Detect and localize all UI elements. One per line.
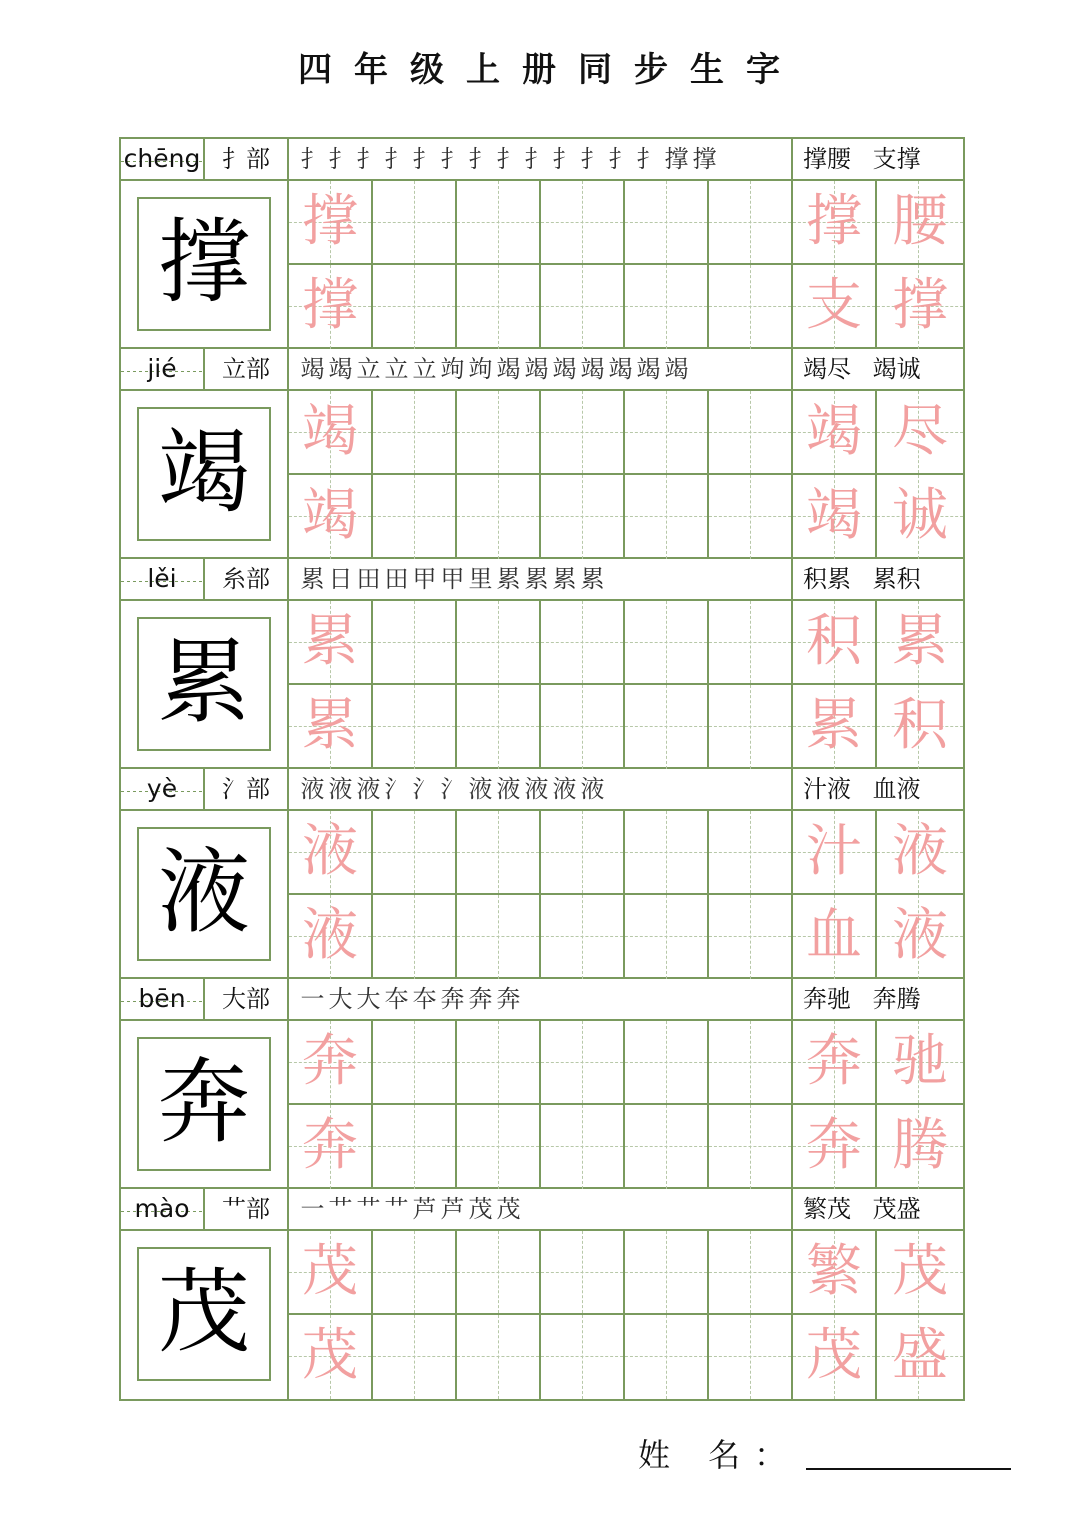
stroke-step: 扌 [552,145,578,173]
main-char-cell [121,181,289,349]
writing-cell[interactable] [289,1021,373,1105]
stroke-step: 累 [524,565,550,593]
pinyin-label: jié [121,349,205,389]
stroke-step: 累 [496,565,522,593]
stroke-order [289,1189,793,1229]
stroke-step: 扌 [412,145,438,173]
stroke-step: 竘 [468,355,494,383]
stroke-step: 撑 [664,145,690,173]
writing-grid [289,1231,963,1399]
writing-cell[interactable] [541,601,625,685]
writing-cell[interactable] [793,1021,877,1105]
example-words: 繁茂 茂盛 [803,1195,921,1223]
writing-cell[interactable] [625,1105,709,1189]
writing-cell[interactable] [457,475,541,559]
trace-char: 驰 [892,1029,948,1094]
stroke-step: 累 [580,565,606,593]
writing-cell[interactable] [793,475,877,559]
radical-label: 立部 [205,349,289,389]
writing-cell[interactable] [793,1105,877,1189]
stroke-step: 竘 [440,355,466,383]
stroke-step: 甲 [412,565,438,593]
writing-cell[interactable] [709,685,793,769]
writing-cell[interactable] [541,1105,625,1189]
pinyin-label: bēn [121,979,205,1019]
example-words: 汁液 血液 [803,775,921,803]
main-char-cell [121,1231,289,1399]
main-char: 茂 [137,1247,271,1381]
pinyin-label: lěi [121,559,205,599]
main-char-cell [121,391,289,559]
main-char-cell [121,1021,289,1189]
writing-cell[interactable] [625,391,709,475]
stroke-step: 液 [552,775,578,803]
block-header [121,139,963,181]
stroke-step: 竭 [580,355,606,383]
stroke-step: 扌 [440,145,466,173]
stroke-step: 扌 [496,145,522,173]
stroke-step: 茂 [496,1195,522,1223]
trace-char: 奔 [806,1029,862,1094]
stroke-order [289,139,793,179]
stroke-step: 芦 [440,1195,466,1223]
stroke-order [289,979,793,1019]
writing-cell[interactable] [793,895,877,979]
stroke-step: 撑 [692,145,718,173]
main-char: 竭 [137,407,271,541]
stroke-step: 竭 [636,355,662,383]
writing-cell[interactable] [457,1021,541,1105]
stroke-step: 芦 [412,1195,438,1223]
char-block [121,139,963,349]
stroke-step: 大 [328,985,354,1013]
writing-cell[interactable] [709,265,793,349]
trace-char: 累 [302,693,358,758]
practice-sheet [119,137,965,1401]
trace-char: 积 [806,609,862,674]
trace-char: 繁 [806,1239,862,1304]
writing-grid [289,601,963,769]
writing-cell[interactable] [457,265,541,349]
writing-cell[interactable] [541,1315,625,1399]
writing-cell[interactable] [373,811,457,895]
stroke-step: 扌 [328,145,354,173]
block-header [121,769,963,811]
stroke-step: 氵 [384,775,410,803]
writing-cell[interactable] [457,685,541,769]
stroke-order [289,349,793,389]
writing-cell[interactable] [457,1315,541,1399]
writing-cell[interactable] [793,601,877,685]
writing-cell[interactable] [289,181,373,265]
writing-cell[interactable] [541,265,625,349]
trace-char: 茂 [302,1323,358,1388]
trace-char: 竭 [302,483,358,548]
trace-char: 液 [302,903,358,968]
trace-char: 尽 [892,399,948,464]
writing-cell[interactable] [709,895,793,979]
stroke-step: 田 [356,565,382,593]
writing-cell[interactable] [457,181,541,265]
stroke-step: 夲 [384,985,410,1013]
stroke-step: 竭 [524,355,550,383]
writing-cell[interactable] [877,475,963,559]
example-words: 奔驰 奔腾 [803,985,921,1013]
block-header [121,979,963,1021]
main-char-cell [121,601,289,769]
writing-cell[interactable] [289,895,373,979]
writing-cell[interactable] [289,811,373,895]
stroke-step: 扌 [384,145,410,173]
char-block [121,559,963,769]
stroke-step: 茂 [468,1195,494,1223]
stroke-step: 扌 [356,145,382,173]
stroke-step: 奔 [468,985,494,1013]
trace-char: 积 [892,693,948,758]
stroke-step: 夲 [412,985,438,1013]
main-char: 累 [137,617,271,751]
writing-cell[interactable] [877,685,963,769]
writing-cell[interactable] [709,811,793,895]
stroke-step: 奔 [440,985,466,1013]
stroke-step: 一 [300,985,326,1013]
stroke-step: 竭 [552,355,578,383]
writing-cell[interactable] [625,181,709,265]
example-words: 撑腰 支撑 [803,145,921,173]
writing-cell[interactable] [877,1021,963,1105]
trace-char: 奔 [806,1113,862,1178]
writing-cell[interactable] [457,1231,541,1315]
writing-cell[interactable] [289,1105,373,1189]
writing-cell[interactable] [289,265,373,349]
stroke-step: 竭 [664,355,690,383]
stroke-step: 大 [356,985,382,1013]
writing-cell[interactable] [289,475,373,559]
writing-cell[interactable] [625,265,709,349]
name-label: 姓 名： [638,1436,801,1474]
writing-grid [289,391,963,559]
trace-char: 累 [806,693,862,758]
writing-cell[interactable] [709,475,793,559]
writing-cell[interactable] [289,685,373,769]
writing-cell[interactable] [289,1315,373,1399]
stroke-step: 液 [524,775,550,803]
writing-cell[interactable] [709,1315,793,1399]
writing-cell[interactable] [877,1315,963,1399]
writing-cell[interactable] [625,1315,709,1399]
stroke-order [289,769,793,809]
stroke-step: 液 [356,775,382,803]
writing-cell[interactable] [373,181,457,265]
writing-cell[interactable] [289,601,373,685]
trace-char: 累 [892,609,948,674]
writing-cell[interactable] [793,265,877,349]
writing-cell[interactable] [541,685,625,769]
writing-cell[interactable] [373,475,457,559]
writing-cell[interactable] [457,811,541,895]
writing-cell[interactable] [625,1231,709,1315]
block-header [121,349,963,391]
writing-cell[interactable] [373,685,457,769]
writing-cell[interactable] [793,391,877,475]
radical-label: 艹部 [205,1189,289,1229]
stroke-step: 扌 [524,145,550,173]
writing-cell[interactable] [373,391,457,475]
stroke-step: 甲 [440,565,466,593]
stroke-step: 竭 [496,355,522,383]
writing-cell[interactable] [373,1021,457,1105]
stroke-step: 氵 [412,775,438,803]
name-line[interactable] [806,1438,1011,1470]
writing-cell[interactable] [373,601,457,685]
char-block [121,1189,963,1399]
trace-char: 诚 [892,483,948,548]
trace-char: 奔 [302,1113,358,1178]
writing-cell[interactable] [625,601,709,685]
writing-cell[interactable] [541,811,625,895]
stroke-step: 立 [356,355,382,383]
trace-char: 撑 [892,273,948,338]
writing-cell[interactable] [709,181,793,265]
char-block [121,769,963,979]
writing-grid [289,1021,963,1189]
writing-cell[interactable] [625,895,709,979]
trace-char: 腰 [892,189,948,254]
writing-cell[interactable] [793,685,877,769]
main-char-cell [121,811,289,979]
stroke-order [289,559,793,599]
stroke-step: 立 [384,355,410,383]
example-words: 积累 累积 [803,565,921,593]
stroke-step: 奔 [496,985,522,1013]
writing-cell[interactable] [877,391,963,475]
pinyin-label: chēng [121,139,205,179]
stroke-step: 液 [580,775,606,803]
main-char: 奔 [137,1037,271,1171]
stroke-step: 竭 [608,355,634,383]
trace-char: 竭 [806,483,862,548]
stroke-step: 田 [384,565,410,593]
block-header [121,1189,963,1231]
writing-cell[interactable] [541,1021,625,1105]
main-char: 液 [137,827,271,961]
trace-char: 腾 [892,1113,948,1178]
writing-cell[interactable] [709,1021,793,1105]
stroke-step: 扌 [608,145,634,173]
trace-char: 撑 [302,189,358,254]
radical-label: 大部 [205,979,289,1019]
stroke-step: 竭 [300,355,326,383]
stroke-step: 竭 [328,355,354,383]
writing-cell[interactable] [709,391,793,475]
writing-cell[interactable] [457,601,541,685]
writing-cell[interactable] [625,1021,709,1105]
radical-label: 扌部 [205,139,289,179]
writing-cell[interactable] [373,1105,457,1189]
pinyin-label: yè [121,769,205,809]
radical-label: 糸部 [205,559,289,599]
writing-cell[interactable] [541,1231,625,1315]
writing-cell[interactable] [541,181,625,265]
writing-cell[interactable] [877,811,963,895]
pinyin-label: mào [121,1189,205,1229]
trace-char: 液 [302,819,358,884]
stroke-step: 累 [552,565,578,593]
trace-char: 汁 [806,819,862,884]
stroke-step: 艹 [384,1195,410,1223]
writing-cell[interactable] [793,811,877,895]
trace-char: 液 [892,819,948,884]
page-title: 四年级上册同步生字 [298,50,802,90]
trace-char: 液 [892,903,948,968]
writing-cell[interactable] [541,895,625,979]
char-block [121,979,963,1189]
trace-char: 竭 [806,399,862,464]
stroke-step: 液 [300,775,326,803]
writing-cell[interactable] [793,1315,877,1399]
writing-cell[interactable] [709,1105,793,1189]
stroke-step: 扌 [580,145,606,173]
writing-cell[interactable] [457,895,541,979]
stroke-step: 累 [300,565,326,593]
writing-grid [289,811,963,979]
writing-cell[interactable] [457,391,541,475]
trace-char: 茂 [302,1239,358,1304]
stroke-step: 日 [328,565,354,593]
stroke-step: 液 [468,775,494,803]
writing-cell[interactable] [877,265,963,349]
trace-char: 血 [806,903,862,968]
name-field[interactable] [638,1430,1011,1476]
writing-cell[interactable] [373,1231,457,1315]
stroke-step: 艹 [356,1195,382,1223]
writing-cell[interactable] [877,1231,963,1315]
writing-cell[interactable] [877,181,963,265]
writing-cell[interactable] [793,181,877,265]
writing-cell[interactable] [541,391,625,475]
stroke-step: 液 [328,775,354,803]
writing-cell[interactable] [709,1231,793,1315]
stroke-step: 液 [496,775,522,803]
radical-label: 氵部 [205,769,289,809]
writing-cell[interactable] [877,895,963,979]
writing-cell[interactable] [373,895,457,979]
example-words: 竭尽 竭诚 [803,355,921,383]
stroke-step: 艹 [328,1195,354,1223]
main-char: 撑 [137,197,271,331]
stroke-step: 扌 [300,145,326,173]
writing-cell[interactable] [289,391,373,475]
trace-char: 撑 [302,273,358,338]
stroke-step: 立 [412,355,438,383]
stroke-step: 扌 [636,145,662,173]
writing-cell[interactable] [793,1231,877,1315]
trace-char: 竭 [302,399,358,464]
writing-cell[interactable] [541,475,625,559]
writing-cell[interactable] [373,1315,457,1399]
stroke-step: 氵 [440,775,466,803]
writing-cell[interactable] [625,685,709,769]
writing-cell[interactable] [709,601,793,685]
trace-char: 茂 [806,1323,862,1388]
writing-cell[interactable] [289,1231,373,1315]
trace-char: 累 [302,609,358,674]
writing-cell[interactable] [625,811,709,895]
trace-char: 盛 [892,1323,948,1388]
trace-char: 奔 [302,1029,358,1094]
trace-char: 撑 [806,189,862,254]
char-block [121,349,963,559]
trace-char: 支 [806,273,862,338]
trace-char: 茂 [892,1239,948,1304]
writing-cell[interactable] [373,265,457,349]
writing-cell[interactable] [877,601,963,685]
stroke-step: 扌 [468,145,494,173]
writing-cell[interactable] [877,1105,963,1189]
writing-cell[interactable] [625,475,709,559]
writing-cell[interactable] [457,1105,541,1189]
stroke-step: 一 [300,1195,326,1223]
writing-grid [289,181,963,349]
stroke-step: 里 [468,565,494,593]
block-header [121,559,963,601]
